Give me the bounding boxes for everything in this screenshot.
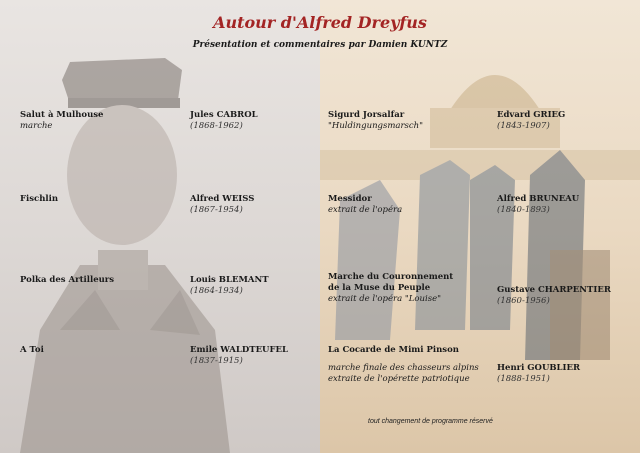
piece-title-line-1: Marche du Couronnement — [328, 272, 454, 282]
composer-dates: (1864-1934) — [190, 286, 243, 296]
piece-note: marche — [20, 121, 53, 131]
piece-title: Polka des Artilleurs — [20, 275, 115, 285]
piece-title: Fischlin — [20, 194, 59, 204]
composer-dates: (1860-1956) — [497, 296, 550, 306]
composer-7 — [497, 285, 611, 307]
piece-note: extrait de l'opéra "Louise" — [328, 294, 442, 304]
program-title: Autour d'Alfred Dreyfus — [213, 13, 427, 32]
composer-6 — [497, 194, 579, 216]
piece-8 — [328, 345, 479, 385]
piece-7 — [328, 272, 453, 305]
piece-title: Salut à Mulhouse — [20, 110, 104, 120]
composer-dates: (1868-1962) — [190, 121, 243, 131]
piece-2 — [20, 194, 58, 205]
composer-1 — [190, 110, 258, 132]
composer-name: Alfred BRUNEAU — [497, 194, 580, 204]
piece-note: extrait de l'opéra — [328, 205, 403, 215]
programme-disclaimer: tout changement de programme réservé — [368, 418, 493, 425]
composer-4 — [190, 345, 288, 367]
composer-dates: (1840-1893) — [497, 205, 550, 215]
piece-3 — [20, 275, 114, 286]
composer-name: Henri GOUBLIER — [497, 363, 581, 373]
composer-dates: (1888-1951) — [497, 374, 550, 384]
military-scene-painting — [320, 0, 640, 453]
piece-6 — [328, 194, 402, 216]
composer-8 — [497, 363, 580, 385]
piece-title-line-2: de la Muse du Peuple — [328, 283, 431, 293]
composer-name: Edvard GRIEG — [497, 110, 566, 120]
composer-5 — [497, 110, 565, 132]
composer-name: Gustave CHARPENTIER — [497, 285, 611, 295]
piece-title: A Toi — [20, 345, 44, 355]
piece-title: La Cocarde de Mimi Pinson — [328, 345, 459, 355]
composer-name: Louis BLEMANT — [190, 275, 269, 285]
composer-name: Alfred WEISS — [190, 194, 255, 204]
piece-1 — [20, 110, 103, 132]
composer-name: Jules CABROL — [190, 110, 258, 120]
program-subtitle: Présentation et commentaires par Damien KUNTZ — [192, 40, 448, 50]
piece-5 — [328, 110, 423, 132]
piece-note: "Huldingungsmarsch" — [328, 121, 424, 131]
composer-dates: (1837-1915) — [190, 356, 243, 366]
piece-note-line-2: extraite de l'opérette patriotique — [328, 374, 470, 384]
composer-dates: (1843-1907) — [497, 121, 550, 131]
piece-note-line-1: marche finale des chasseurs alpins — [328, 363, 479, 373]
composer-name: Emile WALDTEUFEL — [190, 345, 288, 355]
composer-2 — [190, 194, 254, 216]
piece-title: Messidor — [328, 194, 372, 204]
piece-title: Sigurd Jorsalfar — [328, 110, 405, 120]
composer-3 — [190, 275, 269, 297]
piece-4 — [20, 345, 44, 356]
composer-dates: (1867-1954) — [190, 205, 243, 215]
